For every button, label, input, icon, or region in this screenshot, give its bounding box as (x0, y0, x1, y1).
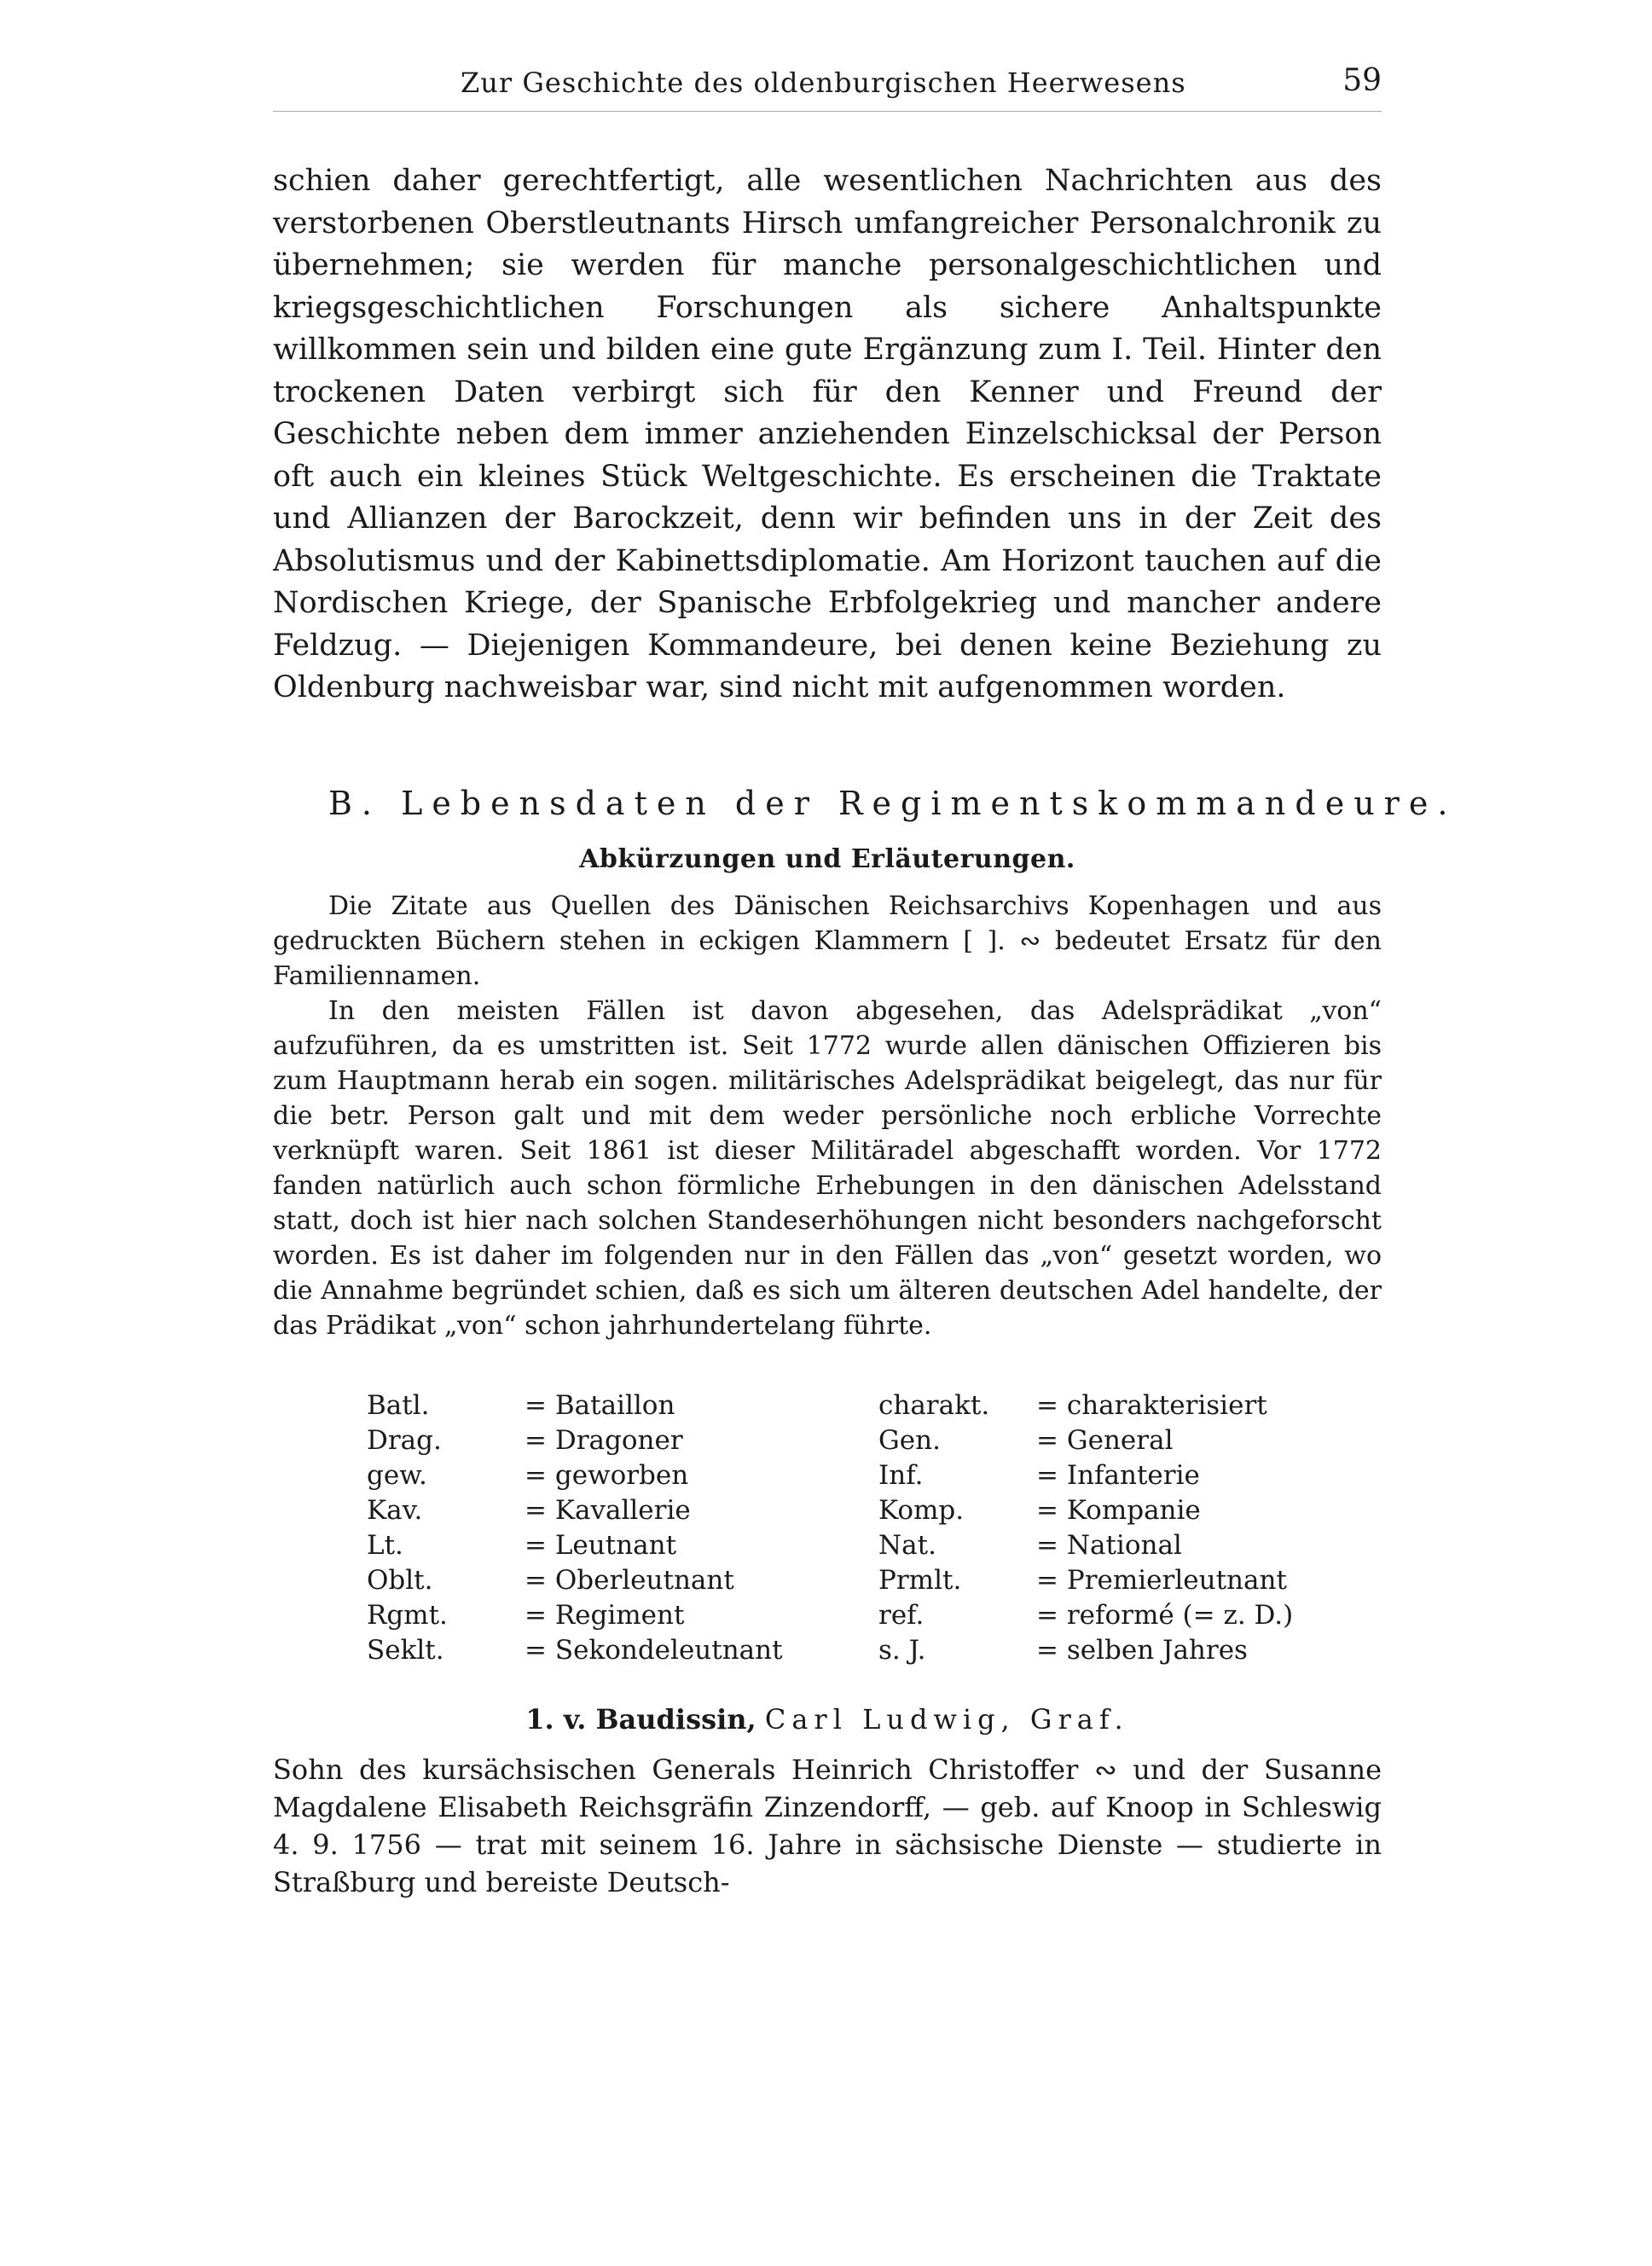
meaning-right (1036, 1388, 1267, 1423)
equals-sign: = (525, 1635, 547, 1666)
meaning-left (525, 1388, 675, 1423)
running-title: Zur Geschichte des oldenburgischen Heerwesens (461, 67, 1186, 99)
meaning-left-text: Regiment (554, 1600, 685, 1631)
note-paragraph-2: In den meisten Fällen ist davon abgesehen, das Adelsprädikat „von“ aufzuführen, da es umstritten ist. Seit 1772 wurde allen dänischen Offizieren bis zum Hauptmann herab ein sogen. militärisches Adelsprädikat beigelegt, das nur für die betr. Person galt und mit dem weder persönliche noch erbliche Vorrechte verknüpft waren. Seit 1861 ist dieser Militäradel abgeschafft worden. Vor 1772 fanden natürlich auch schon förmliche Erhebungen in den dänischen Adelsstand statt, doch ist hier nach solchen Standeserhöhungen nicht besonders nachgeforscht worden. Es ist daher im folgenden nur in den Fällen das „von“ gesetzt worden, wo die Annahme begründet schien, daß es sich um älteren deutschen Adel handelte, der das Prädikat „von“ schon jahrhundertelang führte. (273, 996, 1382, 1341)
entry-number: 1. v. Baudissin, (525, 1703, 756, 1736)
meaning-right (1036, 1528, 1182, 1563)
equals-sign: = (525, 1390, 547, 1421)
abbreviation-row (367, 1528, 1348, 1563)
meaning-left-text: Leutnant (554, 1530, 677, 1561)
meaning-right (1036, 1563, 1287, 1598)
abbr-left: Lt. (367, 1530, 403, 1561)
meaning-left-text: Dragoner (554, 1425, 683, 1456)
meaning-left-text: Sekondeleutnant (554, 1635, 783, 1666)
equals-sign: = (1036, 1425, 1058, 1456)
meaning-right-text: charakterisiert (1066, 1390, 1267, 1421)
equals-sign: = (1036, 1600, 1058, 1631)
meaning-left-text: Bataillon (554, 1390, 675, 1421)
abbreviations-subheading: Abkürzungen und Erläuterungen. (579, 844, 1075, 874)
abbr-right: Nat. (878, 1530, 936, 1561)
equals-sign: = (525, 1495, 547, 1526)
meaning-right-text: National (1066, 1530, 1182, 1561)
meaning-right (1036, 1633, 1248, 1668)
abbr-right: charakt. (878, 1390, 990, 1421)
meaning-left-text: Kavallerie (554, 1495, 691, 1526)
equals-sign: = (525, 1530, 547, 1561)
meaning-right-text: Infanterie (1066, 1460, 1200, 1491)
abbreviation-row (367, 1388, 1348, 1423)
equals-sign: = (1036, 1390, 1058, 1421)
meaning-left (525, 1493, 691, 1528)
abbr-left: Kav. (367, 1495, 423, 1526)
abbreviation-row (367, 1598, 1348, 1633)
meaning-right (1036, 1458, 1200, 1493)
meaning-right (1036, 1493, 1201, 1528)
abbreviation-row (367, 1633, 1348, 1668)
entry-text: Sohn des kursächsischen Generals Heinrich Christoffer ∾ und der Susanne Magdalene Elisabeth Reichsgräfin Zinzendorff, — geb. auf Knoop in Schleswig 4. 9. 1756 — trat mit seinem 16. Jahre in sächsische Dienste — studierte in Straßburg und bereiste Deutsch- (273, 1753, 1382, 1898)
meaning-left (525, 1423, 683, 1458)
meaning-left (525, 1563, 734, 1598)
abbreviation-row (367, 1563, 1348, 1598)
abbr-left: Batl. (367, 1390, 430, 1421)
abbr-right: ref. (878, 1600, 925, 1631)
abbr-left: gew. (367, 1460, 427, 1491)
abbr-left: Rgmt. (367, 1600, 448, 1631)
abbr-right: Gen. (878, 1425, 941, 1456)
abbreviation-row (367, 1493, 1348, 1528)
intro-paragraph-block (273, 160, 1382, 710)
abbr-left: Oblt. (367, 1565, 433, 1596)
note-paragraph-1: Die Zitate aus Quellen des Dänischen Reichsarchivs Kopenhagen und aus gedruckten Büchern stehen in eckigen Klammern [ ]. ∾ bedeutet Ersatz für den Familiennamen. (273, 891, 1382, 991)
meaning-right (1036, 1423, 1173, 1458)
equals-sign: = (1036, 1565, 1058, 1596)
page-number: 59 (1342, 63, 1382, 98)
equals-sign: = (1036, 1530, 1058, 1561)
meaning-right (1036, 1598, 1293, 1633)
abbr-right: Komp. (878, 1495, 965, 1526)
abbreviation-row (367, 1458, 1348, 1493)
section-heading: B. Lebensdaten der Regimentskommandeure. (328, 785, 1458, 822)
meaning-left-text: Oberleutnant (554, 1565, 734, 1596)
running-head (273, 60, 1382, 111)
equals-sign: = (1036, 1495, 1058, 1526)
abbr-left: Seklt. (367, 1635, 444, 1666)
equals-sign: = (525, 1460, 547, 1491)
equals-sign: = (525, 1565, 547, 1596)
abbr-left: Drag. (367, 1425, 442, 1456)
meaning-left (525, 1598, 684, 1633)
meaning-right-text: selben Jahres (1066, 1635, 1248, 1666)
meaning-left (525, 1528, 676, 1563)
meaning-right-text: Premierleutnant (1066, 1565, 1287, 1596)
equals-sign: = (525, 1600, 547, 1631)
entry-name: Carl Ludwig, Graf. (764, 1703, 1129, 1736)
intro-paragraph: schien daher gerechtfertigt, alle wesentlichen Nachrichten aus des verstorbenen Oberstleutnants Hirsch umfangreicher Personalchronik zu übernehmen; sie werden für manche personalgeschichtlichen und kriegsgeschichtlichen Forschungen als sichere Anhaltspunkte willkommen sein und bilden eine gute Ergänzung zum I. Teil. Hinter den trockenen Daten verbirgt sich für den Kenner und Freund der Geschichte neben dem immer anziehenden Einzelschicksal der Person oft auch ein kleines Stück Weltgeschichte. Es erscheinen die Traktate und Allianzen der Barockzeit, denn wir befinden uns in der Zeit des Absolutismus und der Kabinettsdiplomatie. Am Horizont tauchen auf die Nordischen Kriege, der Spanische Erbfolgekrieg und mancher andere Feldzug. — Diejenigen Kommandeure, bei denen keine Beziehung zu Oldenburg nachweisbar war, sind nicht mit aufgenommen worden. (273, 164, 1382, 704)
equals-sign: = (1036, 1635, 1058, 1666)
note-block-1 (273, 889, 1382, 994)
entry-body (273, 1751, 1382, 1901)
header-rule (273, 111, 1382, 112)
abbreviations-table (367, 1388, 1348, 1668)
meaning-right-text: reformé (= z. D.) (1066, 1600, 1294, 1631)
abbreviation-row (367, 1423, 1348, 1458)
meaning-left (525, 1458, 688, 1493)
meaning-left-text: geworben (554, 1460, 689, 1491)
meaning-right-text: Kompanie (1066, 1495, 1201, 1526)
meaning-left (525, 1633, 783, 1668)
equals-sign: = (525, 1425, 547, 1456)
equals-sign: = (1036, 1460, 1058, 1491)
abbr-right: Inf. (878, 1460, 924, 1491)
abbr-right: s. J. (878, 1635, 926, 1666)
note-block-2 (273, 994, 1382, 1343)
abbr-right: Prmlt. (878, 1565, 962, 1596)
meaning-right-text: General (1066, 1425, 1174, 1456)
entry-heading (273, 1703, 1382, 1736)
